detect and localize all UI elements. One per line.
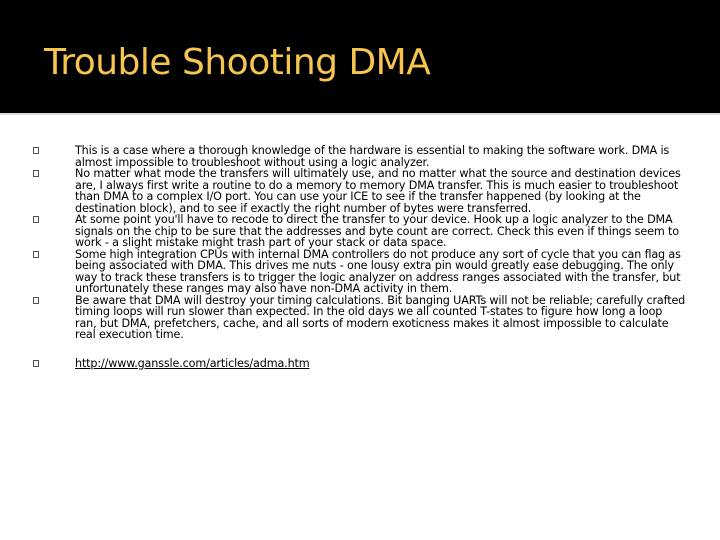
bullet-item-3 bbox=[30, 214, 686, 249]
bullet-text: Some high integration CPUs with internal DMA controllers do not produce any sort of cycle that you can flag as being associated with DMA. This drives me nuts - one lousy extra pin would greatly ease debugging. The only way to track these transfers is to trigger the logic analyzer on address ranges associated with the transfer, but unfortunately these ranges may also have non-DMA activity in them. bbox=[75, 247, 681, 295]
square-bullet-icon bbox=[33, 170, 39, 177]
square-bullet-icon bbox=[33, 297, 39, 304]
square-bullet-icon bbox=[33, 216, 39, 223]
bullet-list bbox=[30, 145, 686, 369]
article-link[interactable]: http://www.ganssle.com/articles/adma.htm bbox=[75, 356, 310, 370]
slide-title: Trouble Shooting DMA bbox=[44, 42, 431, 83]
bullet-text: No matter what mode the transfers will ultimately use, and no matter what the source and destination devices are, I always first write a routine to do a memory to memory DMA transfer. This is much easier to troubleshoot than DMA to a complex I/O port. You can use your ICE to see if the transfer happened (by looking at the destination block), and to see if exactly the right number of bytes were transferred. bbox=[75, 167, 681, 215]
square-bullet-icon bbox=[33, 360, 39, 367]
bullet-text: Be aware that DMA will destroy your timing calculations. Bit banging UARTs will not be reliable; carefully crafted timing loops will run slower than expected. In the old days we all counted T-states to figure how long a loop ran, but DMA, prefetchers, cache, and all sorts of modern exoticness makes it almost impossible to calculate real execution time. bbox=[75, 293, 686, 341]
square-bullet-icon bbox=[33, 251, 39, 258]
bullet-item-2 bbox=[30, 168, 686, 214]
bullet-item-1 bbox=[30, 145, 686, 168]
bullet-item-4 bbox=[30, 249, 686, 295]
title-bar bbox=[0, 0, 720, 113]
square-bullet-icon bbox=[33, 147, 39, 154]
bullet-text: At some point you'll have to recode to direct the transfer to your device. Hook up a logic analyzer to the DMA signals on the chip to be sure that the addresses and byte count are correct. Check this even if things seem to work - a slight mistake might trash part of your stack or data space. bbox=[75, 213, 679, 249]
bullet-item-5 bbox=[30, 295, 686, 341]
bullet-text: This is a case where a thorough knowledge of the hardware is essential to making the software work. DMA is almost impossible to troubleshoot without using a logic analyzer. bbox=[75, 144, 670, 169]
bullet-item-link bbox=[30, 358, 686, 370]
title-divider bbox=[0, 113, 720, 115]
